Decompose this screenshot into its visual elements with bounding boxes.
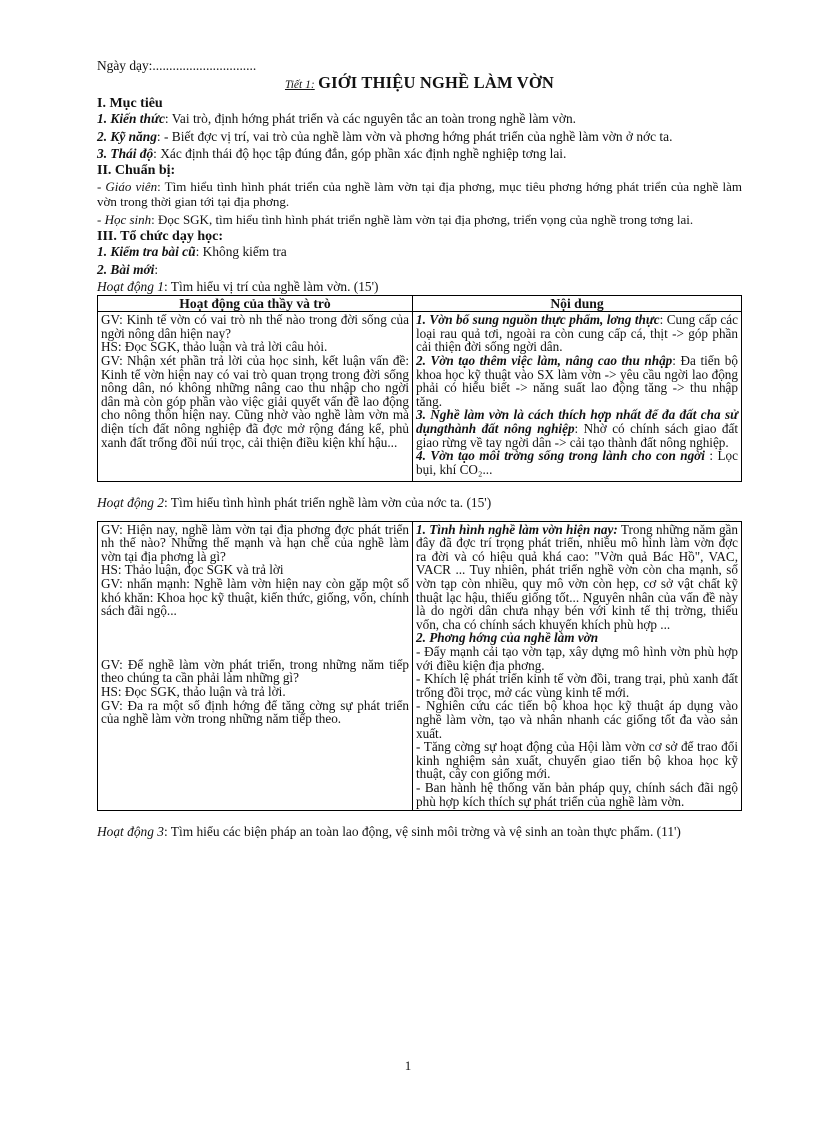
- column-header-activities: Hoạt động của thầy và trò: [98, 295, 413, 312]
- table-header-row: [98, 295, 742, 312]
- date-line: Ngày dạy:...............................: [97, 58, 257, 73]
- activity-1-heading: Hoạt động 1: Tìm hiểu vị trí của nghề làm vờn. (15'): [97, 279, 379, 295]
- objective-attitude: 3. Thái độ: Xác định thái độ học tập đúng đắn, góp phần xác định nghề nghiệp tơng lai.: [97, 146, 567, 162]
- lesson-title: GIỚI THIỆU NGHỀ LÀM VỜN: [318, 73, 555, 93]
- lesson-title-line: Tiết 1: GIỚI THIỆU NGHỀ LÀM VỜN: [284, 73, 555, 93]
- activity-1-table: [97, 295, 742, 483]
- content-item: 4. Vờn tạo môi trờng sống trong lành cho con ngời : Lọc bụi, khí CO₂...: [416, 448, 738, 477]
- table-row: [98, 521, 742, 810]
- document-page: [97, 58, 742, 840]
- activity-2-heading: Hoạt động 2: Tìm hiểu tình hình phát triển nghề làm vờn của nớc ta. (15'): [97, 495, 492, 511]
- list-item: - Đẩy mạnh cải tạo vờn tạp, xây dựng mô hình vờn phù hợp với điều kiện địa phơng.: [416, 643, 738, 673]
- activity-1-right-cell: [413, 312, 742, 482]
- content-subheading: 2. Phơng hớng của nghề làm vờn: [416, 630, 599, 646]
- page-number: 1: [404, 1058, 412, 1073]
- objective-knowledge: 1. Kiến thức: Vai trò, định hớng phát triển và các nguyên tắc an toàn trong nghề làm vờn.: [97, 111, 576, 127]
- activity-2-right-cell: [413, 521, 742, 810]
- objective-skills: 2. Kỹ năng: - Biết đợc vị trí, vai trò của nghề làm vờn và phơng hớng phát triển của nghề làm vờn ở nớc ta.: [97, 128, 673, 144]
- list-item: - Nghiên cứu các tiến bộ khoa học kỹ thuật áp dụng vào nghề làm vờn, tạo và nhân nhanh các giống tốt đa vào sản xuất.: [416, 698, 738, 741]
- section-preparation-heading: II. Chuẩn bị:: [97, 163, 176, 179]
- prep-teacher: - Giáo viên: Tìm hiểu tình hình phát triển của nghề làm vờn tại địa phơng, mục tiêu phơng hớng phát triển của nghề làm vờn trong thời gian tới tại địa phơng.: [97, 178, 742, 210]
- activity-1-left-cell: GV: Kinh tế vờn có vai trò nh thế nào trong đời sống của ngời nông dân hiện nay? HS: Đọc SGK, thảo luận và trả lời câu hỏi. GV: Nhận xét phần trả lời của học sinh, kết luận vấn đề: Kinh tế vờn hiện nay có vai trò quan trọng trong đời sống nông dân, nó không những nâng cao thu nhập cho ngời dân mà còn góp phần vào việc giải quyết vấn đề lao động cho nông thôn hiện nay. Cũng nhờ vào nghề làm vờn mà diện tích đất nông nghiệp đã đợc mở rộng đáng kể, phủ xanh đất trống đồi núi trọc, cải thiện điều kiện khí hậu...: [98, 312, 413, 482]
- list-item: - Tăng cờng sự hoạt động của Hội làm vờn cơ sở để trao đổi kinh nghiệm sản xuất, chuyển giao tiến bộ khoa học kỹ thuật, cây con giống mới.: [416, 739, 738, 782]
- table-row: [98, 312, 742, 482]
- list-item: - Khích lệ phát triển kinh tế vờn đồi, trang trại, phủ xanh đất trống đồi trọc, mở các vùng kinh tế mới.: [416, 671, 738, 700]
- column-header-content: Nội dung: [413, 295, 742, 312]
- check-old-lesson: 1. Kiểm tra bài cũ: Không kiểm tra: [97, 244, 287, 260]
- content-item: 1. Tình hình nghề làm vờn hiện nay: Trong những năm gần đây đã đợc trí trọng phát triển, nhiều mô hình làm vờn đợc ra đời và có hiệu quả khá cao: "Vờn quả Bác Hồ", VAC, VACR ... Tuy nhiên, phát triển nghề vờn còn cha mạnh, số vờn tạp còn nhiều, quy mô vờn còn hẹp, cơ sở vật chất kỹ thuật lạc hậu, thiếu giống tốt... Nguyên nhân của vấn đề này là do ngời dân chưa nhạy bén với kinh tế thị trờng, thiếu vốn, cha có chính sách khuyến khích phù hợp ...: [416, 521, 738, 632]
- section-organization-heading: III. Tổ chức dạy học:: [97, 229, 223, 245]
- activity-2-left-cell: GV: Hiện nay, nghề làm vờn tại địa phơng đợc phát triển nh thế nào? Những thế mạnh và hạn chế của nghề làm vờn tại địa phơng là gì? HS: Thảo luận, đọc SGK và trả lời GV: nhấn mạnh: Nghề làm vờn hiện nay còn gặp một số khó khăn: Khoa học kỹ thuật, kiến thức, giống, vốn, chính sách đãi ngộ... GV: Để nghề làm vờn phát triển, trong những năm tiếp theo chúng ta cần phải làm những gì? HS: Đọc SGK, thảo luận và trả lời. GV: Đa ra một số định hớng để tăng cờng sự phát triển của nghề làm vờn trong những năm tiếp theo.: [98, 521, 413, 810]
- content-item: 3. Nghề làm vờn là cách thích hợp nhất để đa đất cha sử dụngthành đất nông nghiệp: Nhờ có chính sách giao đất giao rừng về tay ngời dân -> cải tạo thành đất nông nghiệp.: [416, 407, 738, 450]
- prep-student: - Học sinh: Đọc SGK, tìm hiểu tình hình phát triển nghề làm vờn tại địa phơng, triển vọng của nghề trong tơng lai.: [97, 211, 694, 227]
- activity-2-table: [97, 521, 742, 811]
- lesson-number: Tiết 1: [284, 79, 311, 92]
- new-lesson: 2. Bài mới:: [97, 261, 159, 277]
- content-item: 2. Vờn tạo thêm việc làm, nâng cao thu nhập: Đa tiến bộ khoa học kỹ thuật vào SX làm vờn -> yêu cầu ngời lao động phải có hiểu biết -> năng suất lao động tăng -> thu nhập tăng.: [416, 353, 738, 409]
- section-objectives-heading: I. Mục tiêu: [97, 95, 163, 111]
- content-item: 1. Vờn bổ sung nguồn thực phẩm, lơng thực: Cung cấp các loại rau quả tơi, ngoài ra còn cung cấp cá, thịt -> góp phần cải thiện đời sống ngời dân.: [416, 312, 738, 355]
- list-item: - Ban hành hệ thống văn bản pháp quy, chính sách đãi ngộ phù hợp kích thích sự phát triển của nghề làm vờn.: [416, 779, 738, 809]
- activity-3-heading: Hoạt động 3: Tìm hiểu các biện pháp an toàn lao động, vệ sinh môi trờng và vệ sinh an toàn thực phẩm. (11'): [97, 824, 681, 840]
